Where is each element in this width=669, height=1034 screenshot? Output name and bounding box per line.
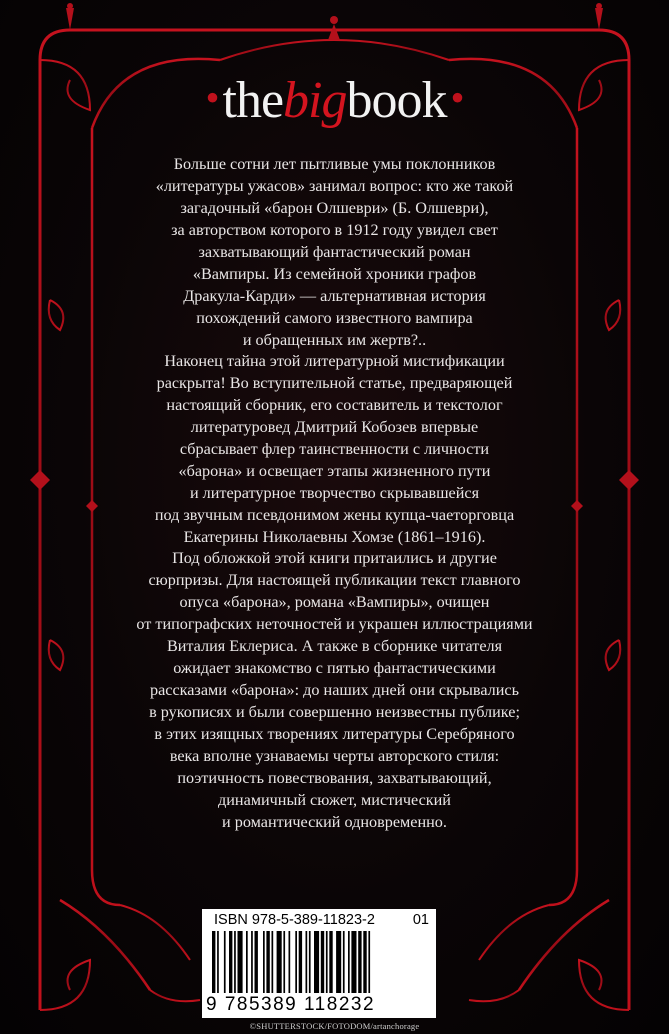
barcode-bar (263, 931, 265, 993)
text-line: Наконец тайна этой литературной мистификации (164, 352, 505, 370)
text-line: захватывающий фантастический роман (198, 243, 471, 261)
barcode-bar (272, 931, 274, 993)
barcode-bar (351, 931, 356, 993)
barcode-bar (238, 931, 243, 993)
barcode-bar (266, 931, 269, 993)
barcode-bar (277, 931, 282, 993)
text-line: и литературное творчество скрывавшейся (189, 484, 480, 502)
barcode-bar (283, 931, 285, 993)
isbn-label: ISBN 978-5-389-11823-2 (214, 912, 375, 928)
barcode-bar (321, 931, 324, 993)
text-line: похождений самого известного вампира (196, 309, 473, 327)
barcode-bars (212, 931, 426, 993)
barcode-bar (306, 931, 308, 993)
barcode-bar (212, 931, 215, 993)
text-line: раскрыта! Во вступительной статье, предваряющей (156, 374, 513, 392)
text-line: века вполне узнаваемы черты авторского стиля: (169, 747, 500, 765)
barcode-bar (289, 931, 291, 993)
text-line: Дракула-Карди» — альтернативная история (183, 287, 486, 305)
text-line: в рукописях и были совершенно неизвестны публике; (149, 703, 520, 721)
text-line: Больше сотни лет пытливые умы поклонников (173, 155, 496, 173)
barcode-bar (336, 931, 341, 993)
annotation-paragraph-1 (100, 153, 569, 351)
annotation-paragraph-2 (100, 350, 569, 548)
text-line: «литературы ужасов» занимал вопрос: кто же такой (155, 177, 514, 195)
text-line: сюрпризы. Для настоящей публикации текст главного (148, 571, 521, 589)
text-line: Екатерины Николаевны Хомзе (1861–1916). (183, 528, 486, 546)
barcode-bar (224, 931, 226, 993)
barcode-bar (255, 931, 258, 993)
barcode-bar (299, 931, 302, 993)
barcode-bar (348, 931, 350, 993)
text-line: динамичный сюжет, мистический (218, 791, 451, 809)
text-line: и обращенных им жертв?.. (242, 331, 427, 349)
text-line: и романтический одновременно. (222, 813, 447, 831)
text-line: «барона» и освещает этапы жизненного пути (178, 462, 491, 480)
text-line: настоящий сборник, его составитель и текстолог (166, 396, 503, 414)
text-line: «Вампиры. Из семейной хроники графов (192, 265, 477, 283)
barcode-bar (314, 931, 319, 993)
barcode-bar (329, 931, 332, 993)
barcode-bar (217, 931, 219, 993)
text-line: литературовед Дмитрий Кобозев впервые (190, 418, 479, 436)
isbn-barcode (202, 909, 436, 1018)
barcode-bar (229, 931, 232, 993)
barcode-bar (309, 931, 311, 993)
barcode-bar (246, 931, 248, 993)
barcode-bar (295, 931, 297, 993)
barcode-bar (363, 931, 366, 993)
barcode-bar (358, 931, 361, 993)
publisher-logo: •thebigbook • (205, 72, 464, 129)
text-line: Под обложкой этой книги притаились и другие (172, 549, 497, 567)
ean-digits: 9 785389 118232 (206, 994, 376, 1015)
text-line: в этих изящных творениях литературы Серебряного (154, 725, 515, 743)
photo-credit: ©SHUTTERSTOCK/FOTODOM/artanchorage (249, 1021, 420, 1031)
text-line: под звучным псевдонимом жены купца-чаеторговца (154, 506, 515, 524)
annotation-paragraph-3 (100, 547, 569, 833)
barcode-bar (251, 931, 253, 993)
barcode-bar (343, 931, 345, 993)
isbn-label-row (214, 912, 429, 928)
text-line: от типографских неточностей и украшен иллюстрациями (136, 615, 533, 633)
text-line: поэтичность повествования, захватывающий, (177, 769, 492, 787)
text-line: сбрасывает флер таинственности с личности (179, 440, 490, 458)
isbn-addon: 01 (412, 912, 429, 928)
barcode-bar (234, 931, 236, 993)
text-line: рассказами «барона»: до наших дней они скрывались (149, 681, 519, 699)
text-line: Виталия Еклериса. А также в сборнике читателя (166, 637, 503, 655)
text-line: загадочный «барон Олшеври» (Б. Олшеври), (180, 199, 489, 217)
barcode-bar (326, 931, 328, 993)
barcode-bar (368, 931, 370, 993)
text-line: за авторством которого в 1912 году увидел свет (171, 221, 498, 239)
text-line: опуса «барона», романа «Вампиры», очищен (179, 593, 490, 611)
text-line: ожидает знакомство с пятью фантастическими (173, 659, 496, 677)
